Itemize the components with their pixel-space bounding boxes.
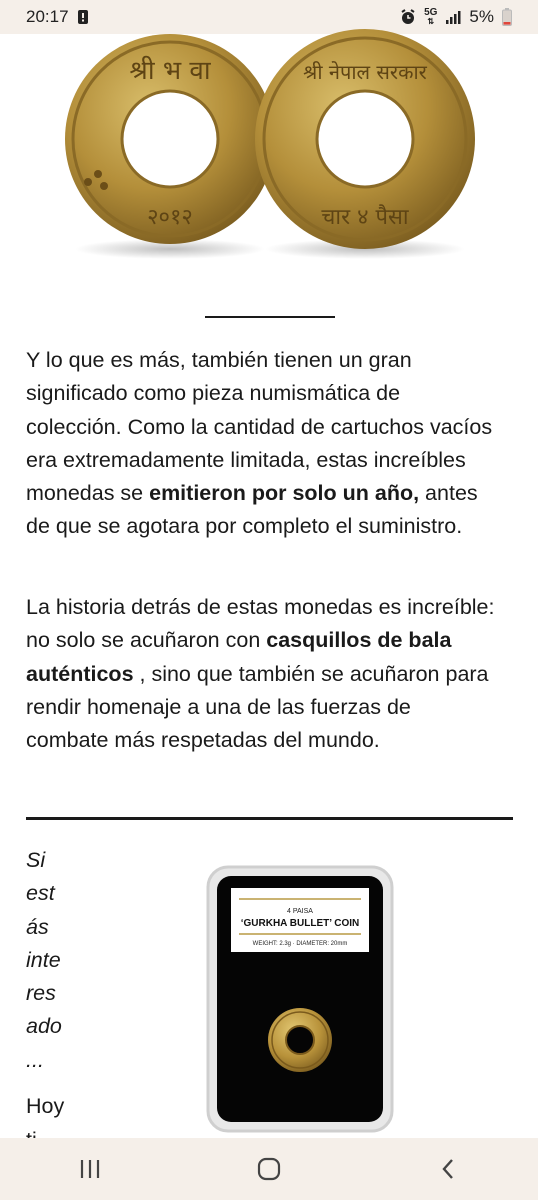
section-divider-short: [205, 316, 335, 318]
clock: 20:17: [26, 7, 69, 26]
battery-percent: 5%: [469, 7, 494, 26]
coin1-year: २०१२: [147, 205, 193, 230]
paragraph-collection: Y lo que es más, también tienen un gran significado como pieza numismática de colección. Como la cantidad de cartuchos vacíos era extremadamente limitada, estas increíbles monedas se emitieron por solo un año, antes de que se agotara por completo el suministro.: [26, 348, 493, 539]
recents-button[interactable]: [60, 1149, 120, 1189]
emphasis-one-year: emitieron por solo un año,: [149, 481, 420, 506]
system-nav-bar: [0, 1138, 538, 1200]
article-content: [0, 34, 538, 1138]
battery-icon: [502, 8, 512, 26]
back-icon: [440, 1157, 456, 1181]
home-button[interactable]: [239, 1149, 299, 1189]
recents-icon: [78, 1158, 102, 1180]
coin2-top-text: श्री नेपाल सरकार: [303, 60, 427, 84]
alarm-icon: [400, 9, 416, 25]
paragraph-history: La historia detrás de estas monedas es increíble: no solo se acuñaron con casquillos de bala auténticos , sino que también se acuñaron para rendir homenaje a una de las fuerzas de combate más respetadas del mundo.: [26, 595, 495, 753]
product-label-line1: 4 PAISA: [287, 908, 313, 915]
notification-icon: [77, 9, 89, 25]
product-label-line2: ‘GURKHA BULLET’ COIN: [240, 918, 360, 929]
status-bar: [0, 0, 538, 34]
italic-text-column: Si est ás inte res ado ...: [26, 848, 62, 1072]
coin1-top-text: श्री भ वा: [129, 56, 211, 86]
product-label-line3: WEIGHT: 2.3g · DIAMETER: 20mm: [252, 941, 348, 947]
network-type-icon: 5G ⇅: [424, 7, 438, 26]
back-button[interactable]: [418, 1149, 478, 1189]
hoy-text: Hoy: [26, 1094, 65, 1118]
emphasis-bullet-casings: casquillos de bala auténticos: [26, 628, 452, 686]
signal-icon: [445, 10, 461, 24]
coin2-bottom-text: चार ४ पैसा: [321, 205, 409, 230]
product-image: [205, 864, 395, 1134]
section-divider-long: [26, 817, 513, 820]
coins-image: [60, 34, 480, 264]
home-icon: [256, 1156, 282, 1182]
